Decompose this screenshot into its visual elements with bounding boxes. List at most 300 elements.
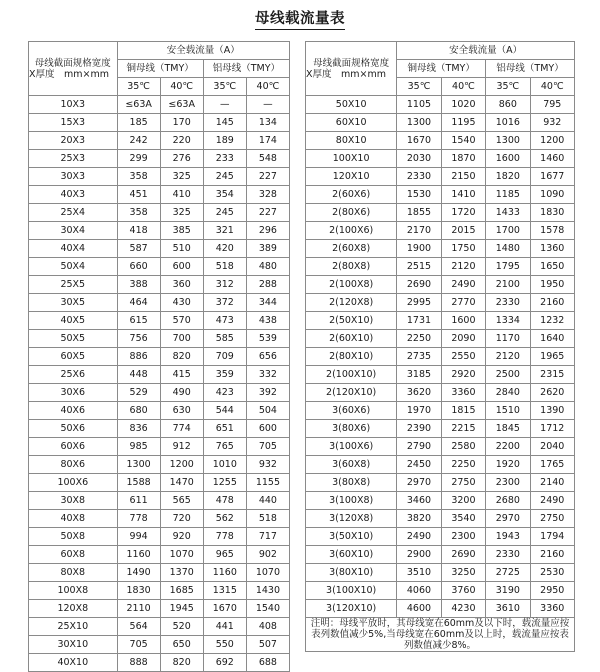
cell-aluminum-35: 2120 <box>486 348 530 366</box>
cell-copper-35: 2330 <box>397 168 441 186</box>
cell-copper-40: 3760 <box>441 582 485 600</box>
table-row <box>306 132 575 150</box>
cell-copper-35: 1900 <box>397 240 441 258</box>
cell-aluminum-40: 1950 <box>530 276 574 294</box>
cell-copper-35: 2995 <box>397 294 441 312</box>
header-aluminum-group: 铝母线（TMY） <box>486 60 575 78</box>
cell-copper-40: 520 <box>160 618 203 636</box>
cell-copper-40: 220 <box>160 132 203 150</box>
table-row <box>29 312 290 330</box>
cell-aluminum-40: 440 <box>246 492 289 510</box>
table-row <box>306 402 575 420</box>
cell-aluminum-35: 2970 <box>486 510 530 528</box>
cell-spec: 3(50X10) <box>306 528 397 546</box>
cell-aluminum-35: 1433 <box>486 204 530 222</box>
table-row <box>306 366 575 384</box>
cell-aluminum-40: 932 <box>246 456 289 474</box>
cell-aluminum-40: 1650 <box>530 258 574 276</box>
cell-copper-40: 920 <box>160 528 203 546</box>
cell-copper-35: 4600 <box>397 600 441 618</box>
left-table-body <box>29 96 290 672</box>
cell-spec: 60X6 <box>29 438 118 456</box>
cell-copper-40: 720 <box>160 510 203 528</box>
cell-aluminum-35: 585 <box>203 330 246 348</box>
cell-copper-40: 360 <box>160 276 203 294</box>
table-row <box>29 96 290 114</box>
cell-copper-35: 2250 <box>397 330 441 348</box>
table-row <box>29 492 290 510</box>
table-row <box>29 618 290 636</box>
table-row <box>29 564 290 582</box>
cell-aluminum-35: 1670 <box>203 600 246 618</box>
tables-container <box>0 41 600 672</box>
cell-copper-35: 2030 <box>397 150 441 168</box>
cell-copper-40: 490 <box>160 384 203 402</box>
cell-copper-35: 3460 <box>397 492 441 510</box>
cell-aluminum-40: 548 <box>246 150 289 168</box>
cell-spec: 3(60X10) <box>306 546 397 564</box>
cell-aluminum-40: 438 <box>246 312 289 330</box>
cell-copper-40: 600 <box>160 258 203 276</box>
cell-aluminum-40: 1360 <box>530 240 574 258</box>
cell-copper-40: 1070 <box>160 546 203 564</box>
cell-copper-35: 886 <box>117 348 160 366</box>
cell-copper-35: 660 <box>117 258 160 276</box>
cell-spec: 2(50X10) <box>306 312 397 330</box>
cell-spec: 80X6 <box>29 456 118 474</box>
cell-copper-35: 418 <box>117 222 160 240</box>
cell-copper-35: 185 <box>117 114 160 132</box>
left-table-container <box>28 41 290 672</box>
table-row <box>306 96 575 114</box>
cell-aluminum-35: 2100 <box>486 276 530 294</box>
table-row <box>306 258 575 276</box>
header-copper-group: 铜母线（TMY） <box>397 60 486 78</box>
cell-aluminum-40: 902 <box>246 546 289 564</box>
cell-aluminum-40: 2160 <box>530 294 574 312</box>
table-row <box>306 330 575 348</box>
cell-spec: 25X5 <box>29 276 118 294</box>
cell-aluminum-40: 1794 <box>530 528 574 546</box>
cell-copper-35: 2790 <box>397 438 441 456</box>
cell-aluminum-40: 332 <box>246 366 289 384</box>
cell-aluminum-40: 717 <box>246 528 289 546</box>
cell-aluminum-40: 344 <box>246 294 289 312</box>
cell-copper-40: 1945 <box>160 600 203 618</box>
cell-copper-40: 2215 <box>441 420 485 438</box>
cell-copper-35: 1855 <box>397 204 441 222</box>
cell-copper-40: 1020 <box>441 96 485 114</box>
cell-copper-35: 1490 <box>117 564 160 582</box>
cell-aluminum-40: 705 <box>246 438 289 456</box>
table-row <box>306 384 575 402</box>
table-row <box>306 168 575 186</box>
cell-spec: 3(100X6) <box>306 438 397 456</box>
cell-copper-40: 430 <box>160 294 203 312</box>
cell-aluminum-35: 860 <box>486 96 530 114</box>
cell-spec: 2(100X8) <box>306 276 397 294</box>
cell-spec: 120X10 <box>306 168 397 186</box>
cell-copper-40: 1600 <box>441 312 485 330</box>
cell-aluminum-40: 1578 <box>530 222 574 240</box>
header-spec-line1: 母线截面规格宽度 <box>34 57 111 69</box>
cell-spec: 100X8 <box>29 582 118 600</box>
cell-copper-35: 2170 <box>397 222 441 240</box>
cell-copper-35: 564 <box>117 618 160 636</box>
cell-spec: 3(80X10) <box>306 564 397 582</box>
table-row <box>306 528 575 546</box>
header-spec-line2: X厚度 mm×mm <box>29 68 109 80</box>
title-container <box>0 0 600 34</box>
cell-copper-35: 1300 <box>397 114 441 132</box>
cell-copper-35: 2735 <box>397 348 441 366</box>
cell-spec: 50X6 <box>29 420 118 438</box>
cell-copper-40: 2120 <box>441 258 485 276</box>
cell-aluminum-40: 656 <box>246 348 289 366</box>
cell-aluminum-35: 354 <box>203 186 246 204</box>
cell-aluminum-40: 507 <box>246 636 289 654</box>
table-row <box>29 240 290 258</box>
cell-copper-35: 3620 <box>397 384 441 402</box>
cell-spec: 30X5 <box>29 294 118 312</box>
cell-copper-40: 774 <box>160 420 203 438</box>
cell-aluminum-35: 550 <box>203 636 246 654</box>
cell-aluminum-35: 1010 <box>203 456 246 474</box>
cell-copper-40: 276 <box>160 150 203 168</box>
header-copper-35: 35℃ <box>397 78 441 96</box>
table-row <box>306 348 575 366</box>
cell-spec: 25X4 <box>29 204 118 222</box>
cell-copper-40: 2015 <box>441 222 485 240</box>
cell-aluminum-40: 795 <box>530 96 574 114</box>
cell-copper-40: 1870 <box>441 150 485 168</box>
cell-copper-35: ≤63A <box>117 96 160 114</box>
table-row <box>306 474 575 492</box>
cell-aluminum-35: 544 <box>203 402 246 420</box>
header-copper-group: 铜母线（TMY） <box>117 60 203 78</box>
cell-aluminum-35: 372 <box>203 294 246 312</box>
cell-aluminum-40: 932 <box>530 114 574 132</box>
cell-copper-40: ≤63A <box>160 96 203 114</box>
cell-copper-40: 325 <box>160 168 203 186</box>
cell-copper-35: 2970 <box>397 474 441 492</box>
cell-aluminum-35: 1845 <box>486 420 530 438</box>
footnote-line-1: 注明：母线平放时，其母线宽在60mm及以下时，载流量应按 <box>310 618 570 629</box>
cell-aluminum-35: 709 <box>203 348 246 366</box>
footnote <box>306 618 575 652</box>
header-aluminum-group: 铝母线（TMY） <box>203 60 289 78</box>
cell-spec: 40X10 <box>29 654 118 672</box>
cell-copper-40: 2750 <box>441 474 485 492</box>
cell-copper-35: 3185 <box>397 366 441 384</box>
cell-spec: 2(120X10) <box>306 384 397 402</box>
cell-aluminum-35: 245 <box>203 204 246 222</box>
cell-copper-40: 1470 <box>160 474 203 492</box>
cell-aluminum-35: 441 <box>203 618 246 636</box>
cell-aluminum-35: 2500 <box>486 366 530 384</box>
cell-spec: 40X3 <box>29 186 118 204</box>
table-row <box>306 420 575 438</box>
cell-copper-35: 464 <box>117 294 160 312</box>
cell-aluminum-40: 1155 <box>246 474 289 492</box>
cell-aluminum-40: 2140 <box>530 474 574 492</box>
cell-aluminum-40: 1430 <box>246 582 289 600</box>
cell-copper-40: 510 <box>160 240 203 258</box>
cell-aluminum-35: 3610 <box>486 600 530 618</box>
cell-copper-35: 1731 <box>397 312 441 330</box>
cell-copper-35: 3510 <box>397 564 441 582</box>
cell-copper-35: 1160 <box>117 546 160 564</box>
left-table-head <box>29 42 290 96</box>
cell-aluminum-35: 1943 <box>486 528 530 546</box>
cell-aluminum-40: 2620 <box>530 384 574 402</box>
cell-aluminum-35: 1600 <box>486 150 530 168</box>
cell-aluminum-35: 692 <box>203 654 246 672</box>
cell-spec: 3(120X8) <box>306 510 397 528</box>
cell-copper-40: 1815 <box>441 402 485 420</box>
table-row <box>29 222 290 240</box>
table-row <box>29 456 290 474</box>
cell-copper-35: 587 <box>117 240 160 258</box>
cell-copper-35: 888 <box>117 654 160 672</box>
header-row-group <box>29 42 290 60</box>
header-capacity-group: 安全载流量（A） <box>117 42 289 60</box>
table-row <box>29 654 290 672</box>
cell-copper-35: 529 <box>117 384 160 402</box>
cell-spec: 120X8 <box>29 600 118 618</box>
cell-spec: 20X3 <box>29 132 118 150</box>
cell-aluminum-40: 2160 <box>530 546 574 564</box>
cell-spec: 2(60X8) <box>306 240 397 258</box>
cell-copper-35: 1105 <box>397 96 441 114</box>
header-copper-35: 35℃ <box>117 78 160 96</box>
cell-copper-40: 912 <box>160 438 203 456</box>
cell-aluminum-35: 2840 <box>486 384 530 402</box>
cell-aluminum-35: 965 <box>203 546 246 564</box>
busbar-ampacity-table-right <box>305 41 575 652</box>
cell-spec: 50X8 <box>29 528 118 546</box>
table-row <box>306 294 575 312</box>
cell-aluminum-40: 1200 <box>530 132 574 150</box>
cell-copper-35: 836 <box>117 420 160 438</box>
cell-copper-40: 700 <box>160 330 203 348</box>
cell-copper-35: 1588 <box>117 474 160 492</box>
cell-spec: 60X8 <box>29 546 118 564</box>
cell-copper-35: 388 <box>117 276 160 294</box>
cell-spec: 50X10 <box>306 96 397 114</box>
right-table-foot <box>306 618 575 652</box>
cell-spec: 40X5 <box>29 312 118 330</box>
cell-aluminum-35: 651 <box>203 420 246 438</box>
cell-spec: 2(80X6) <box>306 204 397 222</box>
cell-aluminum-35: 1795 <box>486 258 530 276</box>
cell-copper-40: 820 <box>160 654 203 672</box>
cell-copper-40: 1540 <box>441 132 485 150</box>
cell-copper-40: 2300 <box>441 528 485 546</box>
header-aluminum-35: 35℃ <box>203 78 246 96</box>
cell-aluminum-35: 359 <box>203 366 246 384</box>
cell-spec: 3(120X10) <box>306 600 397 618</box>
cell-copper-35: 358 <box>117 168 160 186</box>
cell-copper-40: 325 <box>160 204 203 222</box>
cell-aluminum-40: — <box>246 96 289 114</box>
footnote-line-3: 列数值减少8%。 <box>403 640 477 651</box>
table-row <box>29 366 290 384</box>
cell-aluminum-40: 1540 <box>246 600 289 618</box>
header-spec-line1: 母线截面规格宽度 <box>313 57 390 69</box>
cell-aluminum-35: 2680 <box>486 492 530 510</box>
cell-aluminum-35: 1185 <box>486 186 530 204</box>
cell-aluminum-40: 389 <box>246 240 289 258</box>
cell-copper-35: 778 <box>117 510 160 528</box>
cell-copper-35: 299 <box>117 150 160 168</box>
cell-aluminum-35: 473 <box>203 312 246 330</box>
cell-aluminum-35: 189 <box>203 132 246 150</box>
cell-copper-35: 2900 <box>397 546 441 564</box>
cell-aluminum-40: 2040 <box>530 438 574 456</box>
table-row <box>306 114 575 132</box>
cell-aluminum-35: 1016 <box>486 114 530 132</box>
cell-aluminum-40: 688 <box>246 654 289 672</box>
table-row <box>29 474 290 492</box>
cell-aluminum-40: 1712 <box>530 420 574 438</box>
table-row <box>29 600 290 618</box>
table-row <box>29 546 290 564</box>
cell-copper-40: 3360 <box>441 384 485 402</box>
footnote-line-2: 表列数值减少5%,当母线宽在60mm及以上时，载流量应按表 <box>311 629 569 640</box>
cell-aluminum-35: 778 <box>203 528 246 546</box>
cell-copper-35: 985 <box>117 438 160 456</box>
table-row <box>29 276 290 294</box>
table-row <box>29 582 290 600</box>
table-row <box>29 510 290 528</box>
cell-copper-40: 385 <box>160 222 203 240</box>
header-spec <box>306 42 397 96</box>
cell-aluminum-35: 145 <box>203 114 246 132</box>
cell-copper-40: 1200 <box>160 456 203 474</box>
right-table-body <box>306 96 575 618</box>
table-row <box>306 240 575 258</box>
cell-copper-35: 756 <box>117 330 160 348</box>
cell-spec: 30X3 <box>29 168 118 186</box>
cell-aluminum-40: 2530 <box>530 564 574 582</box>
cell-aluminum-40: 539 <box>246 330 289 348</box>
table-row <box>306 564 575 582</box>
cell-copper-35: 615 <box>117 312 160 330</box>
cell-aluminum-35: 1820 <box>486 168 530 186</box>
cell-copper-35: 2690 <box>397 276 441 294</box>
cell-spec: 2(100X10) <box>306 366 397 384</box>
cell-spec: 2(100X6) <box>306 222 397 240</box>
cell-aluminum-35: 233 <box>203 150 246 168</box>
cell-copper-35: 242 <box>117 132 160 150</box>
cell-copper-40: 2770 <box>441 294 485 312</box>
table-row <box>29 150 290 168</box>
cell-aluminum-40: 328 <box>246 186 289 204</box>
cell-aluminum-35: 1300 <box>486 132 530 150</box>
cell-copper-35: 705 <box>117 636 160 654</box>
table-row <box>306 186 575 204</box>
cell-aluminum-35: 245 <box>203 168 246 186</box>
cell-aluminum-35: 518 <box>203 258 246 276</box>
cell-spec: 2(80X8) <box>306 258 397 276</box>
cell-spec: 3(60X6) <box>306 402 397 420</box>
cell-copper-40: 3250 <box>441 564 485 582</box>
cell-aluminum-35: 2200 <box>486 438 530 456</box>
cell-aluminum-40: 1830 <box>530 204 574 222</box>
table-row <box>29 348 290 366</box>
right-table-head <box>306 42 575 96</box>
cell-copper-40: 1685 <box>160 582 203 600</box>
cell-spec: 10X3 <box>29 96 118 114</box>
table-row <box>306 204 575 222</box>
cell-copper-35: 1670 <box>397 132 441 150</box>
cell-spec: 30X6 <box>29 384 118 402</box>
cell-copper-40: 1370 <box>160 564 203 582</box>
cell-copper-40: 2250 <box>441 456 485 474</box>
cell-aluminum-35: 2330 <box>486 546 530 564</box>
cell-aluminum-40: 1390 <box>530 402 574 420</box>
cell-copper-40: 570 <box>160 312 203 330</box>
note-row <box>306 618 575 652</box>
cell-aluminum-40: 1232 <box>530 312 574 330</box>
table-row <box>29 258 290 276</box>
header-aluminum-40: 40℃ <box>530 78 574 96</box>
cell-copper-40: 2150 <box>441 168 485 186</box>
cell-copper-35: 448 <box>117 366 160 384</box>
right-table-container <box>305 41 575 652</box>
cell-spec: 30X4 <box>29 222 118 240</box>
cell-copper-40: 2550 <box>441 348 485 366</box>
cell-copper-40: 1195 <box>441 114 485 132</box>
cell-copper-35: 358 <box>117 204 160 222</box>
cell-spec: 15X3 <box>29 114 118 132</box>
cell-aluminum-40: 480 <box>246 258 289 276</box>
cell-copper-35: 1970 <box>397 402 441 420</box>
cell-aluminum-40: 134 <box>246 114 289 132</box>
cell-aluminum-40: 392 <box>246 384 289 402</box>
cell-spec: 60X10 <box>306 114 397 132</box>
cell-spec: 3(80X6) <box>306 420 397 438</box>
cell-aluminum-40: 1090 <box>530 186 574 204</box>
cell-aluminum-40: 1965 <box>530 348 574 366</box>
cell-aluminum-40: 2750 <box>530 510 574 528</box>
cell-aluminum-40: 174 <box>246 132 289 150</box>
cell-copper-35: 2490 <box>397 528 441 546</box>
cell-spec: 25X6 <box>29 366 118 384</box>
cell-aluminum-40: 3360 <box>530 600 574 618</box>
cell-copper-35: 2110 <box>117 600 160 618</box>
cell-aluminum-40: 504 <box>246 402 289 420</box>
cell-spec: 100X10 <box>306 150 397 168</box>
cell-aluminum-40: 227 <box>246 204 289 222</box>
cell-copper-35: 451 <box>117 186 160 204</box>
cell-aluminum-35: 420 <box>203 240 246 258</box>
cell-copper-40: 820 <box>160 348 203 366</box>
cell-aluminum-35: — <box>203 96 246 114</box>
cell-spec: 40X8 <box>29 510 118 528</box>
cell-spec: 50X5 <box>29 330 118 348</box>
cell-spec: 25X10 <box>29 618 118 636</box>
cell-aluminum-35: 1255 <box>203 474 246 492</box>
header-copper-40: 40℃ <box>441 78 485 96</box>
table-row <box>306 510 575 528</box>
busbar-ampacity-table-left <box>28 41 290 672</box>
cell-aluminum-40: 1460 <box>530 150 574 168</box>
cell-copper-40: 2090 <box>441 330 485 348</box>
cell-aluminum-35: 1480 <box>486 240 530 258</box>
table-row <box>29 330 290 348</box>
